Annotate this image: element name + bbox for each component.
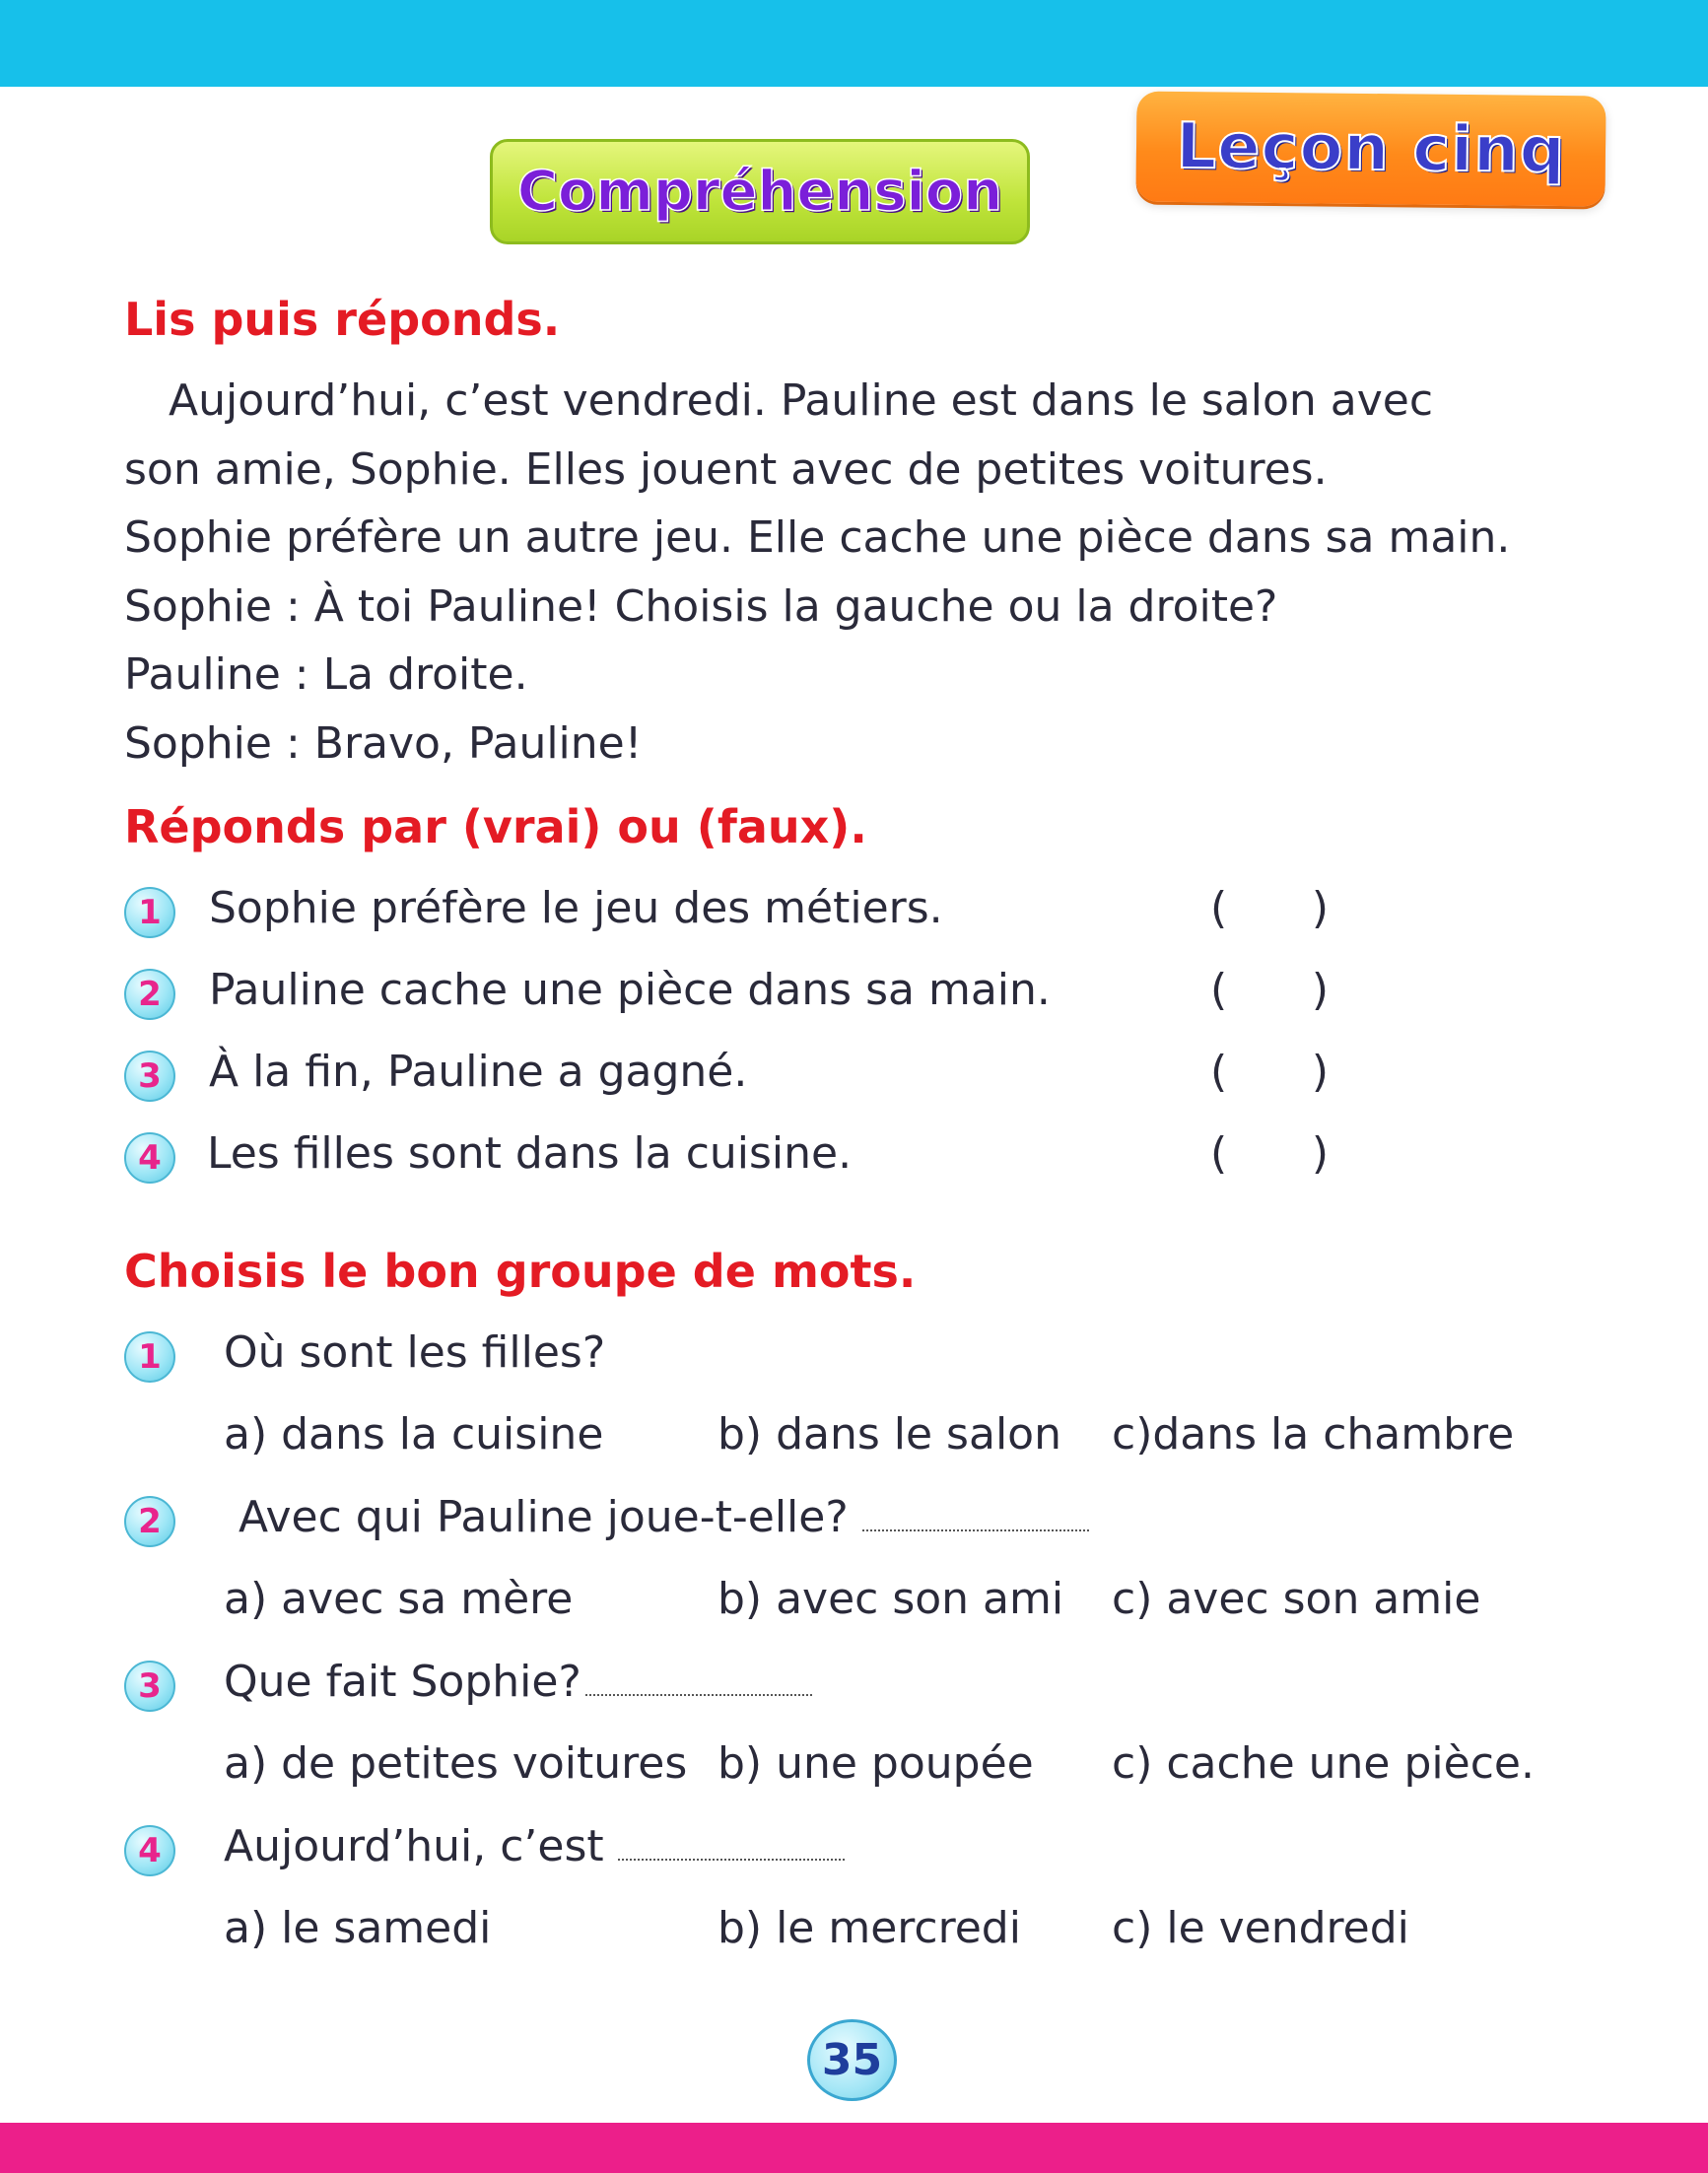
tf-number-badge: 2 [124,969,175,1020]
option-c[interactable]: c) avec son amie [1112,1574,1481,1624]
answer-dotted-line[interactable] [618,1858,845,1861]
tf-answer-box[interactable] [1210,1128,1329,1179]
question-number-badge: 2 [124,1496,175,1547]
lesson-badge-label: Leçon cinq [1176,109,1566,188]
passage-line: Pauline : La droite. [124,649,528,700]
question-number-badge: 4 [124,1825,175,1876]
question-label: Aujourd’hui, c’est [224,1821,604,1871]
tf-statement: Pauline cache une pièce dans sa main. [209,965,1051,1015]
option-b[interactable]: b) dans le salon [717,1409,1061,1460]
reading-passage [124,367,1662,778]
tf-number-badge: 1 [124,887,175,938]
passage-line: Sophie : Bravo, Pauline! [124,717,643,769]
passage-line: Sophie préfère un autre jeu. Elle cache une pièce dans sa main. [124,512,1511,563]
question-text [224,1821,845,1871]
passage-line: Sophie : À toi Pauline! Choisis la gauche ou la droite? [124,580,1278,632]
paren-close: ) [1311,1047,1329,1097]
paren-open: ( [1210,965,1228,1015]
tf-number-badge: 3 [124,1051,175,1102]
option-c[interactable]: c)dans la chambre [1112,1409,1515,1460]
passage-line: son amie, Sophie. Elles jouent avec de petites voitures. [124,443,1328,495]
option-b[interactable]: b) avec son ami [717,1574,1064,1624]
option-a[interactable]: a) le samedi [224,1903,492,1953]
paren-close: ) [1311,883,1329,933]
option-c[interactable]: c) cache une pièce. [1112,1738,1535,1789]
question-label: Avec qui Pauline joue-t-elle? [239,1492,849,1542]
option-c[interactable]: c) le vendredi [1112,1903,1409,1953]
tf-answer-box[interactable] [1210,883,1329,933]
question-text [224,1327,605,1378]
lesson-badge [1135,92,1606,207]
tf-statement: Sophie préfère le jeu des métiers. [209,883,943,933]
page-number: 35 [807,2019,897,2101]
question-label: Que fait Sophie? [224,1657,581,1707]
tf-answer-box[interactable] [1210,965,1329,1015]
bottom-color-bar [0,2123,1708,2173]
question-label: Où sont les filles? [224,1327,606,1378]
paren-close: ) [1311,1128,1329,1179]
reading-heading: Lis puis réponds. [124,293,561,346]
paren-open: ( [1210,1128,1228,1179]
answer-dotted-line[interactable] [862,1528,1089,1531]
true-false-heading: Réponds par (vrai) ou (faux). [124,800,867,853]
option-a[interactable]: a) dans la cuisine [224,1409,604,1460]
section-badge-label: Compréhension [516,160,1003,224]
tf-statement: À la fin, Pauline a gagné. [209,1047,748,1097]
top-color-bar [0,0,1708,87]
question-text [224,1657,812,1707]
answer-dotted-line[interactable] [585,1693,812,1696]
paren-close: ) [1311,965,1329,1015]
passage-line: Aujourd’hui, c’est vendredi. Pauline est dans le salon avec [169,375,1434,426]
paren-open: ( [1210,883,1228,933]
option-a[interactable]: a) avec sa mère [224,1574,574,1624]
tf-statement: Les filles sont dans la cuisine. [207,1128,853,1179]
option-b[interactable]: b) une poupée [717,1738,1034,1789]
option-a[interactable]: a) de petites voitures [224,1738,688,1789]
question-text [239,1492,1089,1542]
section-badge [490,139,1030,244]
tf-number-badge: 4 [124,1132,175,1184]
option-b[interactable]: b) le mercredi [717,1903,1021,1953]
paren-open: ( [1210,1047,1228,1097]
question-number-badge: 1 [124,1331,175,1383]
tf-answer-box[interactable] [1210,1047,1329,1097]
choose-heading: Choisis le bon groupe de mots. [124,1245,917,1298]
question-number-badge: 3 [124,1661,175,1712]
